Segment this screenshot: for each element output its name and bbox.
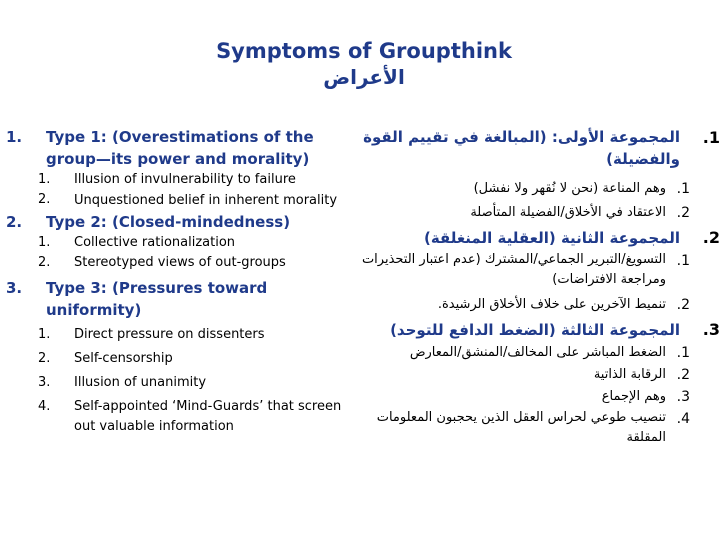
title-arabic: الأعراض: [323, 65, 405, 89]
symptom-number: 3.: [38, 375, 51, 390]
symptom-text-ar: التسويغ/التبرير الجماعي/المشترك (عدم اعتبار التحذيرات ومراجعة الافتراضات): [361, 252, 666, 287]
symptom-number: 1.: [38, 235, 51, 250]
symptom-text-ar: تنميط الآخرين على خلاف الأخلاق الرشيدة.: [437, 297, 666, 312]
symptom-item-ar: [358, 408, 728, 448]
type-number: 2.: [6, 213, 23, 231]
symptom-text: Self-censorship: [74, 351, 173, 366]
group-item: [358, 226, 728, 250]
group-number: 1.: [702, 128, 720, 147]
group-item: [358, 126, 728, 170]
symptom-number: 1.: [38, 172, 51, 187]
slide-title: [0, 38, 728, 90]
symptom-text: Collective rationalization: [74, 235, 236, 250]
symptom-number-ar: 3.: [676, 389, 690, 405]
symptom-item: [0, 253, 352, 273]
type-number: 3.: [6, 279, 23, 297]
symptom-text-ar: الرقابة الذاتية: [593, 367, 666, 382]
group-item: [358, 318, 728, 342]
symptom-text-ar: الاعتقاد في الأخلاق/الفضيلة المتأصلة: [470, 205, 666, 220]
symptom-item: [0, 170, 352, 190]
group-label: المجموعة الثالثة (الضغط الدافع للتوحد): [390, 321, 680, 339]
type-number: 1.: [6, 128, 23, 146]
symptom-item-ar: [358, 294, 728, 316]
symptom-text-ar: تنصيب طوعي لحراس العقل الذين يحجبون المعلومات المقلقة: [376, 410, 666, 445]
type-item: [0, 277, 352, 321]
symptom-number-ar: 2.: [676, 205, 690, 221]
symptom-number: 4.: [38, 399, 51, 414]
symptom-number: 1.: [38, 327, 51, 342]
symptom-text: Self-appointed ‘Mind-Guards’ that screen out valuable information: [74, 399, 342, 434]
symptom-text: Direct pressure on dissenters: [74, 327, 265, 342]
arabic-list: [358, 126, 728, 448]
english-list: [0, 126, 352, 437]
symptom-text: Illusion of unanimity: [74, 375, 207, 390]
symptom-item: [0, 325, 352, 345]
group-number: 2.: [702, 228, 720, 247]
symptom-item-ar: [358, 178, 728, 200]
type-label: Type 1: (Overestimations of the group—its power and morality): [46, 128, 314, 168]
type-item: [0, 126, 352, 170]
symptom-number-ar: 4.: [676, 411, 690, 427]
symptom-text-ar: الضغط المباشر على المخالف/المنشق/المعارض: [409, 345, 666, 360]
symptom-number: 2.: [38, 192, 51, 207]
symptom-number-ar: 1.: [676, 253, 690, 269]
type-label: Type 2: (Closed-mindedness): [46, 213, 291, 231]
symptom-number-ar: 2.: [676, 297, 690, 313]
symptom-text-ar: وهم الإجماع: [601, 389, 666, 404]
symptom-number: 2.: [38, 255, 51, 270]
symptom-text: Stereotyped views of out-groups: [74, 255, 286, 270]
symptom-item-ar: [358, 250, 728, 290]
symptom-number-ar: 1.: [676, 181, 690, 197]
symptom-number-ar: 1.: [676, 345, 690, 361]
group-label: المجموعة الأولى: (المبالغة في تقييم القوة والفضيلة): [363, 128, 680, 168]
symptom-item: [0, 373, 352, 393]
group-number: 3.: [702, 320, 720, 339]
symptom-item-ar: [358, 342, 728, 364]
group-label: المجموعة الثانية (العقلية المنغلقة): [423, 229, 680, 247]
symptom-item: [0, 190, 352, 209]
symptom-item: [0, 233, 352, 253]
title-english: Symptoms of Groupthink: [216, 39, 512, 63]
type-item: [0, 211, 352, 233]
type-label: Type 3: (Pressures toward uniformity): [46, 279, 268, 319]
symptom-number: 2.: [38, 351, 51, 366]
symptom-item: [0, 349, 352, 369]
symptom-text: Illusion of invulnerability to failure: [74, 172, 296, 187]
symptom-item: [0, 397, 352, 437]
symptom-item-ar: [358, 364, 728, 386]
symptom-text: Unquestioned belief in inherent morality: [74, 193, 338, 208]
symptom-text-ar: وهم المناعة (نحن لا نُقهر ولا نفشل): [473, 181, 666, 196]
symptom-number-ar: 2.: [676, 367, 690, 383]
symptom-item-ar: [358, 386, 728, 408]
symptom-item-ar: [358, 202, 728, 224]
